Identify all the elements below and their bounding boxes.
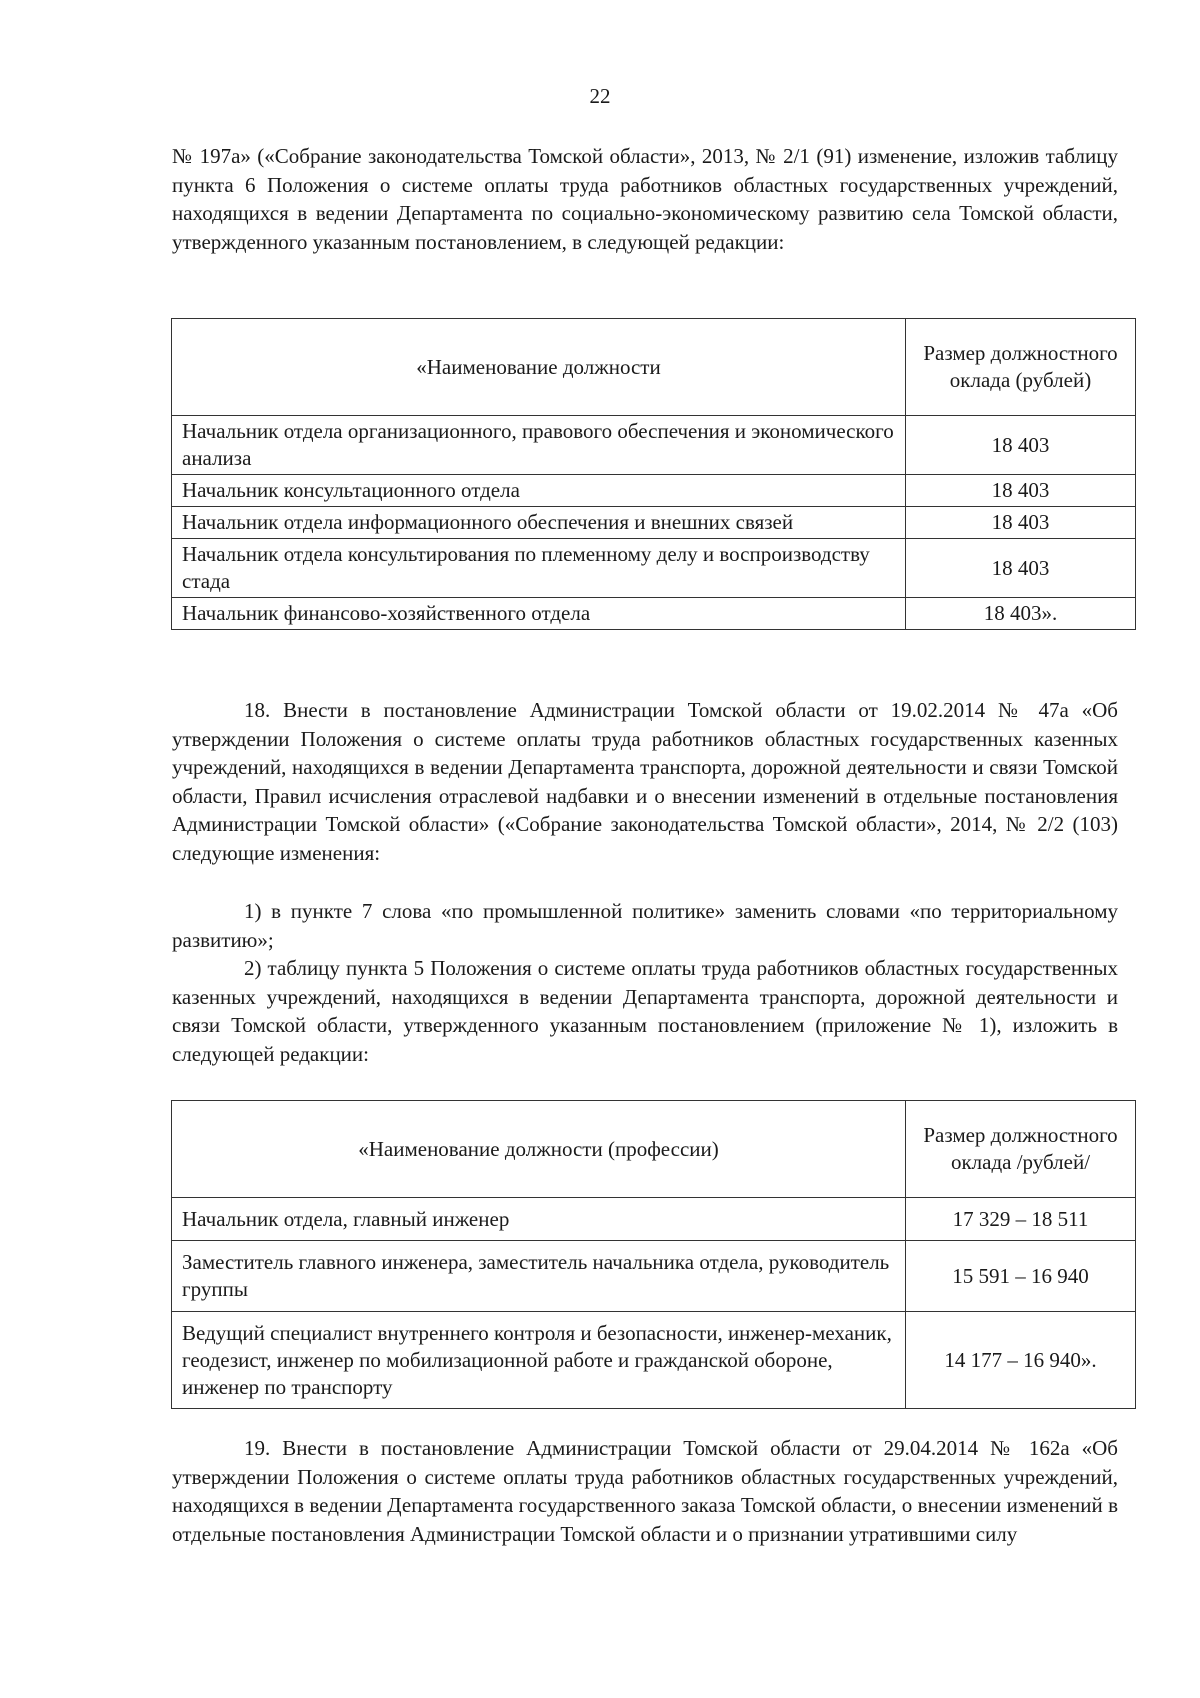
salary-range: 15 591 – 16 940 xyxy=(906,1241,1136,1312)
table-row xyxy=(172,1312,1136,1409)
position-name: Начальник консультационного отдела xyxy=(172,475,906,507)
section-19-paragraph: 19. Внести в постановление Администрации Томской области от 29.04.2014 № 162а «Об утверждении Положения о системе оплаты труда работников областных государственных учреждений, находящихся в ведении Департамента государственного заказа Томской области, о внесении изменений в отдельные постановления Администрации Томской области и о признании утратившими силу xyxy=(172,1436,1118,1546)
page-number: 22 xyxy=(589,84,611,108)
salary-value: 18 403 xyxy=(906,539,1136,598)
table-row xyxy=(172,1241,1136,1312)
section-18-item-1: 1) в пункте 7 слова «по промышленной политике» заменить словами «по территориальному развитию»; xyxy=(172,899,1118,952)
salary-value: 18 403 xyxy=(906,416,1136,475)
position-name: Заместитель главного инженера, заместитель начальника отдела, руководитель группы xyxy=(172,1241,906,1312)
intro-paragraph: № 197а» («Собрание законодательства Томской области», 2013, № 2/1 (91) изменение, изложив таблицу пункта 6 Положения о системе оплаты труда работников областных государственных учреждений, находящихся в ведении Департамента по социально-экономическому развитию села Томской области, утвержденного указанным постановлением, в следующей редакции: xyxy=(172,144,1118,254)
salary-value: 18 403». xyxy=(906,598,1136,630)
header-position-name: «Наименование должности (профессии) xyxy=(172,1101,906,1198)
table-row xyxy=(172,507,1136,539)
table-row xyxy=(172,598,1136,630)
section-18-item-2: 2) таблицу пункта 5 Положения о системе оплаты труда работников областных государственных казенных учреждений, находящихся в ведении Департамента транспорта, дорожной деятельности и связи Томской области, утвержденного указанным постановлением (приложение № 1), изложить в следующей редакции: xyxy=(172,956,1118,1066)
table-row xyxy=(172,416,1136,475)
salary-value: 18 403 xyxy=(906,507,1136,539)
position-name: Начальник финансово-хозяйственного отдела xyxy=(172,598,906,630)
position-name: Начальник отдела информационного обеспечения и внешних связей xyxy=(172,507,906,539)
salary-table-1 xyxy=(171,318,1136,630)
position-name: Ведущий специалист внутреннего контроля и безопасности, инженер-механик, геодезист, инженер по мобилизационной работе и гражданской обороне, инженер по транспорту xyxy=(172,1312,906,1409)
section-18-paragraph: 18. Внести в постановление Администрации Томской области от 19.02.2014 № 47а «Об утверждении Положения о системе оплаты труда работников областных государственных казенных учреждений, находящихся в ведении Департамента транспорта, дорожной деятельности и связи Томской области, Правил исчисления отраслевой надбавки и о внесении изменений в отдельные постановления Администрации Томской области» («Собрание законодательства Томской области», 2014, № 2/2 (103) следующие изменения: xyxy=(172,698,1118,865)
salary-value: 18 403 xyxy=(906,475,1136,507)
table-row xyxy=(172,475,1136,507)
table-header-row xyxy=(172,1101,1136,1198)
position-name: Начальник отдела консультирования по племенному делу и воспроизводству стада xyxy=(172,539,906,598)
position-name: Начальник отдела, главный инженер xyxy=(172,1198,906,1241)
position-name: Начальник отдела организационного, правового обеспечения и экономического анализа xyxy=(172,416,906,475)
salary-range: 17 329 – 18 511 xyxy=(906,1198,1136,1241)
header-position-name: «Наименование должности xyxy=(172,319,906,416)
salary-table-2 xyxy=(171,1100,1136,1409)
salary-range: 14 177 – 16 940». xyxy=(906,1312,1136,1409)
header-salary-size: Размер должностного оклада /рублей/ xyxy=(906,1101,1136,1198)
header-salary-size: Размер должностного оклада (рублей) xyxy=(906,319,1136,416)
table-row xyxy=(172,539,1136,598)
table-row xyxy=(172,1198,1136,1241)
table-header-row xyxy=(172,319,1136,416)
